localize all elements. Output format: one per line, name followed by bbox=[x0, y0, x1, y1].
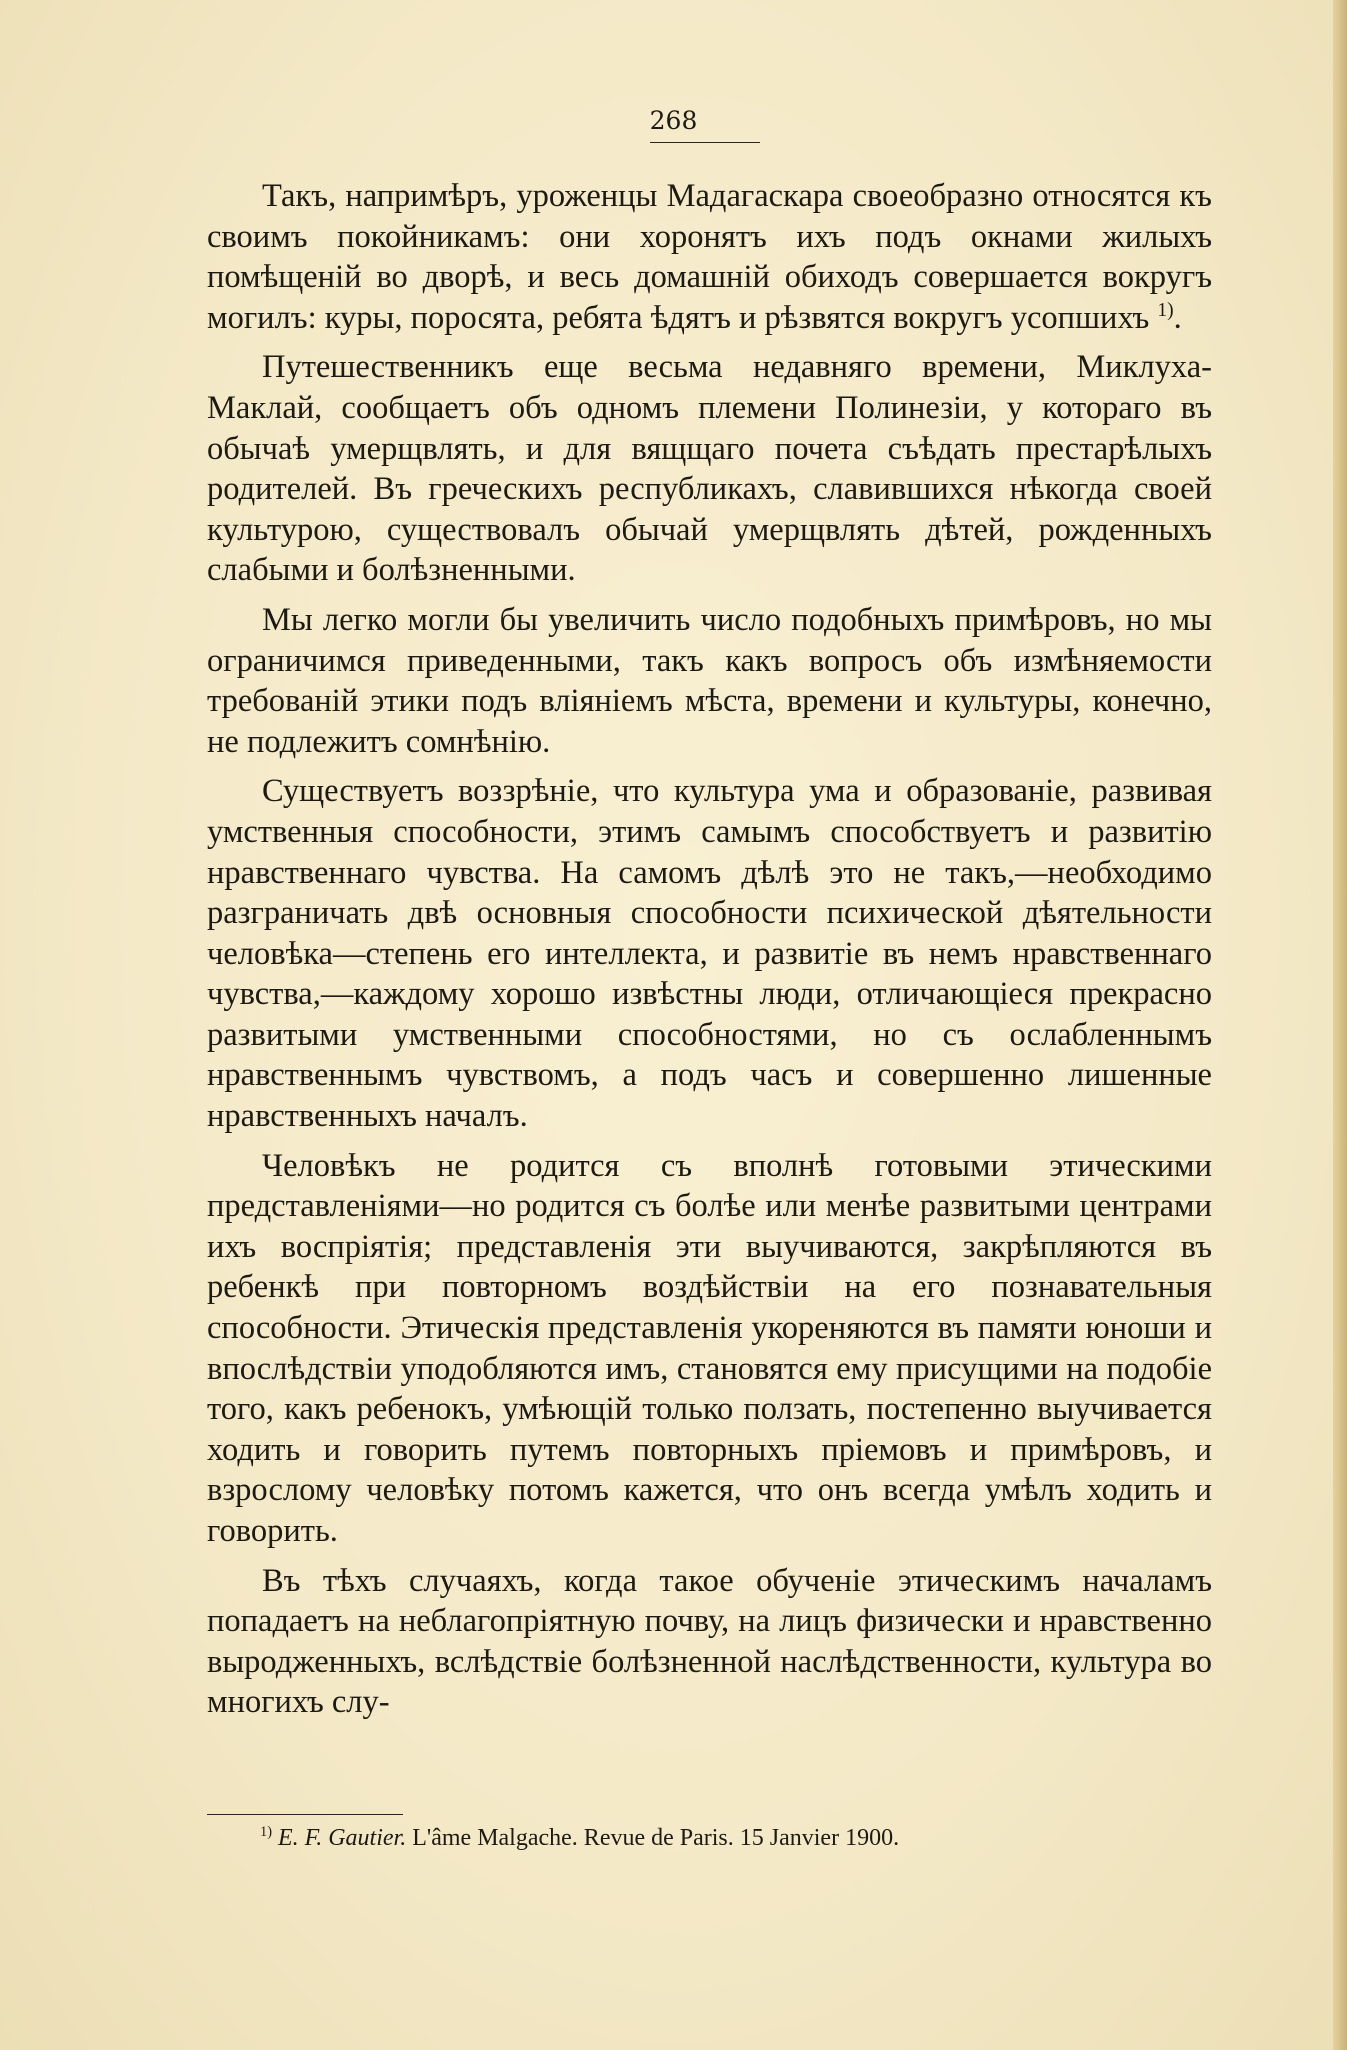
paragraph: Въ тѣхъ случаяхъ, когда такое обученіе этическимъ началамъ попадаетъ на неблагопріятную почву, на лицъ физически и нравственно выродженныхъ, вслѣдствіе болѣзненной наслѣдственности, культура во многихъ слу- bbox=[207, 1562, 1212, 1721]
footnote-author: E. F. Gautier. bbox=[278, 1825, 407, 1851]
paragraph-end: . bbox=[1173, 299, 1182, 336]
paragraph: Существуетъ воззрѣніе, что культура ума и образованіе, развивая умственныя способности, этимъ самымъ способствуетъ и развитію нравственнаго чувства. На самомъ дѣлѣ это не такъ,—необходимо разграничать двѣ основныя способности психической дѣятельности человѣка—степень его интеллекта, и развитіе въ немъ нравственнаго чувства,—каждому хорошо извѣстны люди, отличающіеся прекрасно развитыми умственными способностями, но съ ослабленнымъ нравственнымъ чувствомъ, а подъ часъ и совершенно лишенные нравственныхъ началъ. bbox=[207, 773, 1212, 1135]
footnote bbox=[260, 1822, 1160, 1854]
page-number: 268 bbox=[649, 106, 698, 135]
paragraph: Человѣкъ не родится съ вполнѣ готовыми этическими представленіями—но родится съ болѣе или менѣе развитыми центрами ихъ воспріятія; представленія эти выучиваются, закрѣпляются въ ребенкѣ при повторномъ воздѣйствіи на его познавательныя способности. Этическія представленія укореняются въ памяти юноши и впослѣдствіи уподобляются имъ, становятся ему присущими на подобіе того, какъ ребенокъ, умѣющій только ползать, постепенно выучивается ходить и говорить путемъ повторныхъ пріемовъ и примѣровъ, и взрослому человѣку потомъ кажется, что онъ всегда умѣлъ ходить и говорить. bbox=[207, 1147, 1212, 1549]
footnote-rule bbox=[207, 1814, 403, 1815]
paragraph: Мы легко могли бы увеличить число подобныхъ примѣровъ, но мы ограничимся приведенными, такъ какъ вопросъ объ измѣняемости требованій этики подъ вліяніемъ мѣста, времени и культуры, конечно, не подлежитъ сомнѣнію. bbox=[207, 601, 1212, 760]
footnote-marker: 1) bbox=[260, 1824, 272, 1840]
footnote-reference: 1) bbox=[1157, 299, 1174, 321]
paragraph-text: Такъ, напримѣръ, уроженцы Мадагаскара своеобразно относятся къ своимъ покойникамъ: они хоронятъ ихъ подъ окнами жилыхъ помѣщеній во дворѣ, и весь домашній обиходъ совершается вокругъ могилъ: куры, поросята, ребята ѣдятъ и рѣзвятся вокругъ усопшихъ bbox=[207, 178, 1212, 336]
main-text bbox=[207, 176, 1212, 1732]
footnote-text: L'âme Malgache. Revue de Paris. 15 Janvier 1900. bbox=[412, 1825, 900, 1851]
page-edge bbox=[1333, 0, 1347, 2050]
paragraph bbox=[207, 176, 1212, 338]
header-rule bbox=[650, 142, 760, 143]
paragraph: Путешественникъ еще весьма недавняго времени, Миклуха-Маклай, сообщаетъ объ одномъ племени Полинезіи, у котораго въ обычаѣ умерщвлять, и для вящщаго почета съѣдать престарѣлыхъ родителей. Въ греческихъ республикахъ, славившихся нѣкогда своей культурою, существовалъ обычай умерщвлять дѣтей, рожденныхъ слабыми и болѣзненными. bbox=[207, 349, 1212, 589]
